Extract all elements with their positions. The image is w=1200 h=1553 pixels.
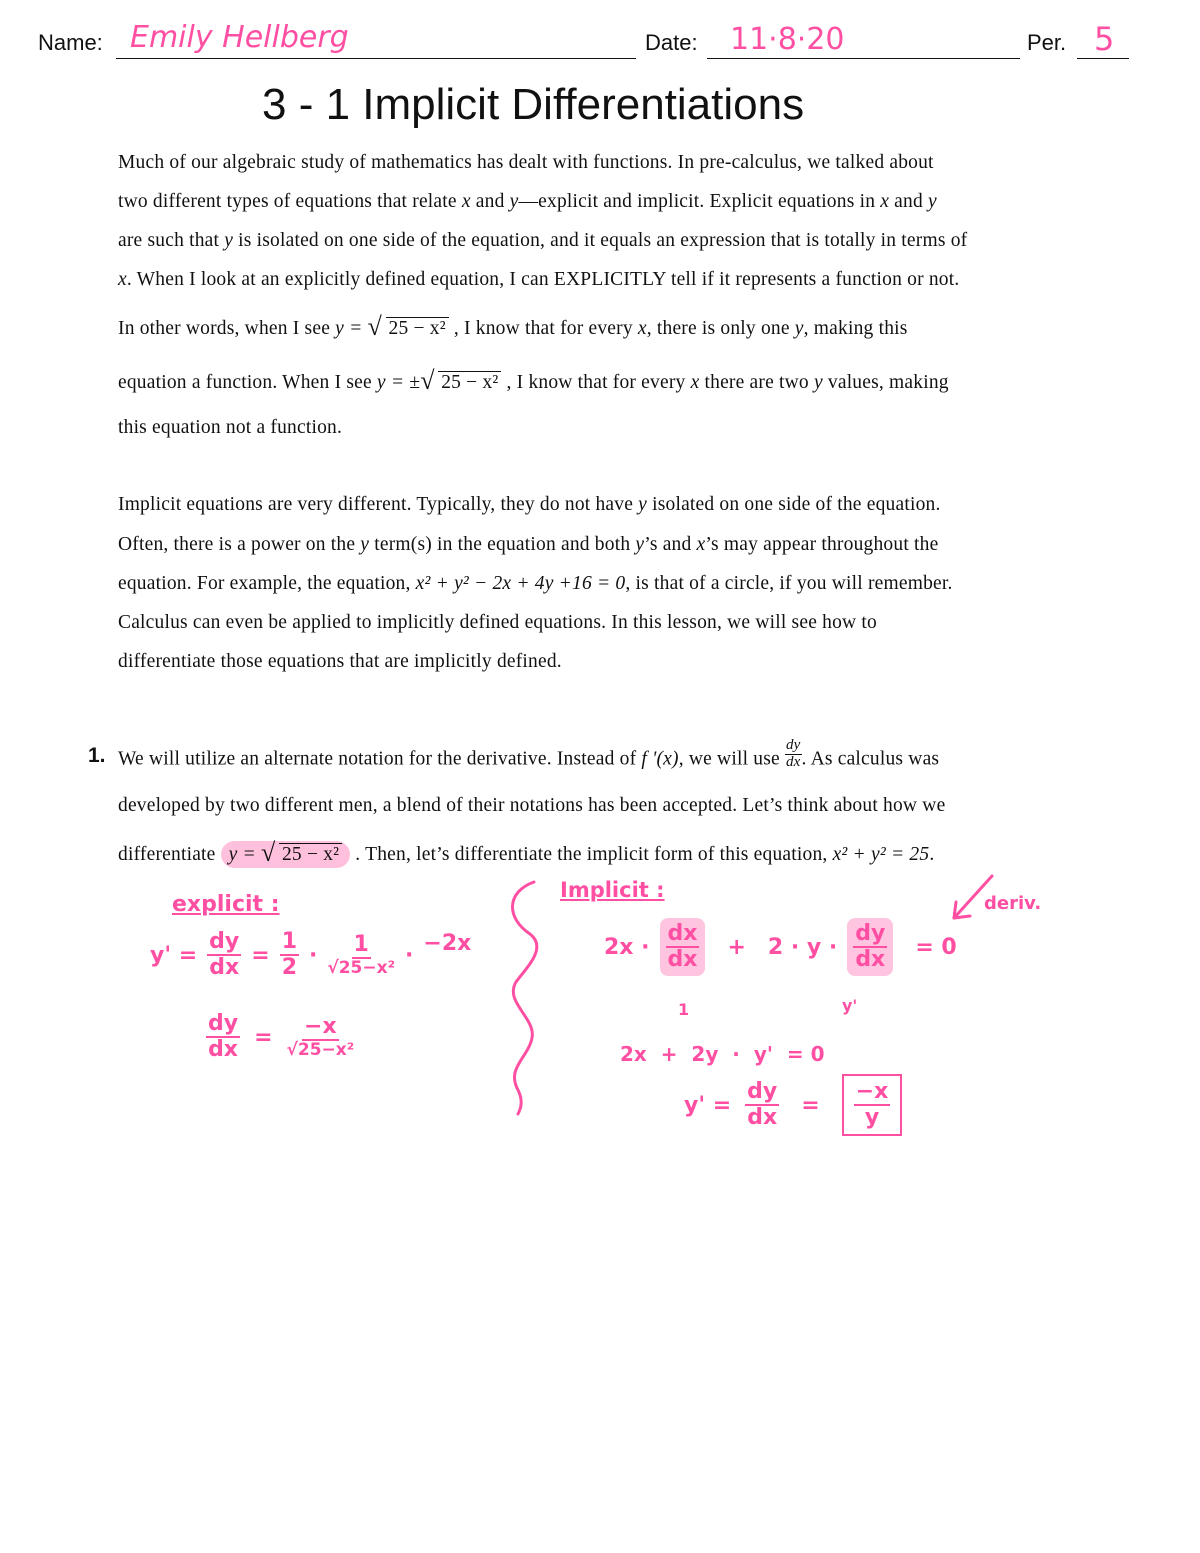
name-label: Name: (38, 30, 103, 55)
boxed-answer: $\frac{-x}{y}$ (842, 1074, 903, 1136)
hw-explicit-line-1: y' = $\frac{dy}{dx}$ = $\frac{1}{2}$ · $\frac{1}{\text{√25−x²}}$ · −2x (150, 929, 472, 981)
problem-number: 1. (88, 744, 106, 767)
implicit-line-5: differentiate those equations that are implicitly defined. (118, 651, 562, 672)
hw-implicit-line-3: y' = $\frac{dy}{dx}$ = $\frac{-x}{y}$ (684, 1074, 902, 1136)
dy-dx-fraction: $\frac{dy}{dx}$ (785, 737, 801, 770)
hw-implicit-label: Implicit : (560, 878, 665, 902)
intro-line-1: Much of our algebraic study of mathematics has dealt with functions. In pre-calculus, we talked about (118, 152, 934, 173)
intro-line-7: this equation not a function. (118, 417, 343, 438)
problem-line-1: We will utilize an alternate notation for the derivative. Instead of f '(x), we will use $\frac{dy}{dx}$ . As calculus was (118, 737, 940, 770)
hw-implicit-one: 1 (678, 1000, 690, 1019)
date-label: Date: (645, 30, 698, 55)
implicit-line-2: Often, there is a power on the y term(s) in the equation and both y’s and x’s may appear throughout the (118, 534, 939, 555)
intro-line-4: x. When I look at an explicitly defined equation, I can EXPLICITLY tell if it represents a function or not. (118, 269, 960, 290)
hw-implicit-yprime: y' (842, 996, 858, 1015)
squiggle-divider (496, 878, 556, 1118)
period-underline (1077, 58, 1129, 59)
intro-line-5: In other words, when I see y = √ 25 − x² , I know that for every x, there is only one y, making this (118, 312, 908, 341)
page-title: 3 - 1 Implicit Differentiations (262, 80, 805, 129)
implicit-line-1: Implicit equations are very different. Typically, they do not have y isolated on one side of the equation. (118, 494, 941, 515)
hw-explicit-label: explicit : (172, 892, 280, 917)
sqrt-icon: √ (260, 838, 276, 867)
equation-plusminus: y = ± √ 25 − x² (377, 372, 502, 393)
problem-line-2: developed by two different men, a blend of their notations has been accepted. Let’s think about how we (118, 795, 946, 816)
highlighted-equation: y = √ 25 − x² (221, 841, 351, 868)
date-underline (707, 58, 1020, 59)
sqrt-icon: √ (367, 312, 382, 341)
intro-line-2: two different types of equations that relate x and y—explicit and implicit. Explicit equations in x and y (118, 191, 937, 212)
sqrt-icon: √ (420, 366, 435, 395)
period-value[interactable]: 5 (1094, 20, 1115, 58)
equation-circle: x² + y² − 2x + 4y +16 = 0 (415, 573, 626, 594)
implicit-line-3: equation. For example, the equation, x² + y² − 2x + 4y +16 = 0, is that of a circle, if you will remember. (118, 573, 953, 594)
date-value[interactable]: 11·8·20 (730, 22, 845, 57)
hw-explicit-line-2: $\frac{dy}{dx}$ = $\frac{-x}{\text{√25−x²}}$ (208, 1011, 355, 1063)
equation-explicit: y = √ 25 − x² (335, 318, 449, 339)
period-label: Per. (1027, 30, 1067, 55)
equation-implicit-circle: x² + y² = 25 (832, 844, 930, 865)
intro-line-3: are such that y is isolated on one side of the equation, and it equals an expression that is totally in terms of (118, 230, 968, 251)
problem-line-3: differentiate y = √ 25 − x² . Then, let’s differentiate the implicit form of this equation, x² + y² = 25. (118, 838, 935, 867)
hw-deriv-note: deriv. (984, 893, 1042, 914)
intro-line-6: equation a function. When I see y = ± √ 25 − x² , I know that for every x there are two y values, making (118, 366, 949, 395)
name-underline (116, 58, 636, 59)
hw-implicit-line-1: 2x · $\frac{dx}{dx}$ + 2 · y · $\frac{dy}{dx}$ = 0 (604, 918, 957, 976)
name-value[interactable]: Emily Hellberg (130, 20, 349, 55)
hw-implicit-line-2: 2x + 2y · y' = 0 (620, 1042, 825, 1066)
implicit-line-4: Calculus can even be applied to implicitly defined equations. In this lesson, we will see how to (118, 612, 877, 633)
